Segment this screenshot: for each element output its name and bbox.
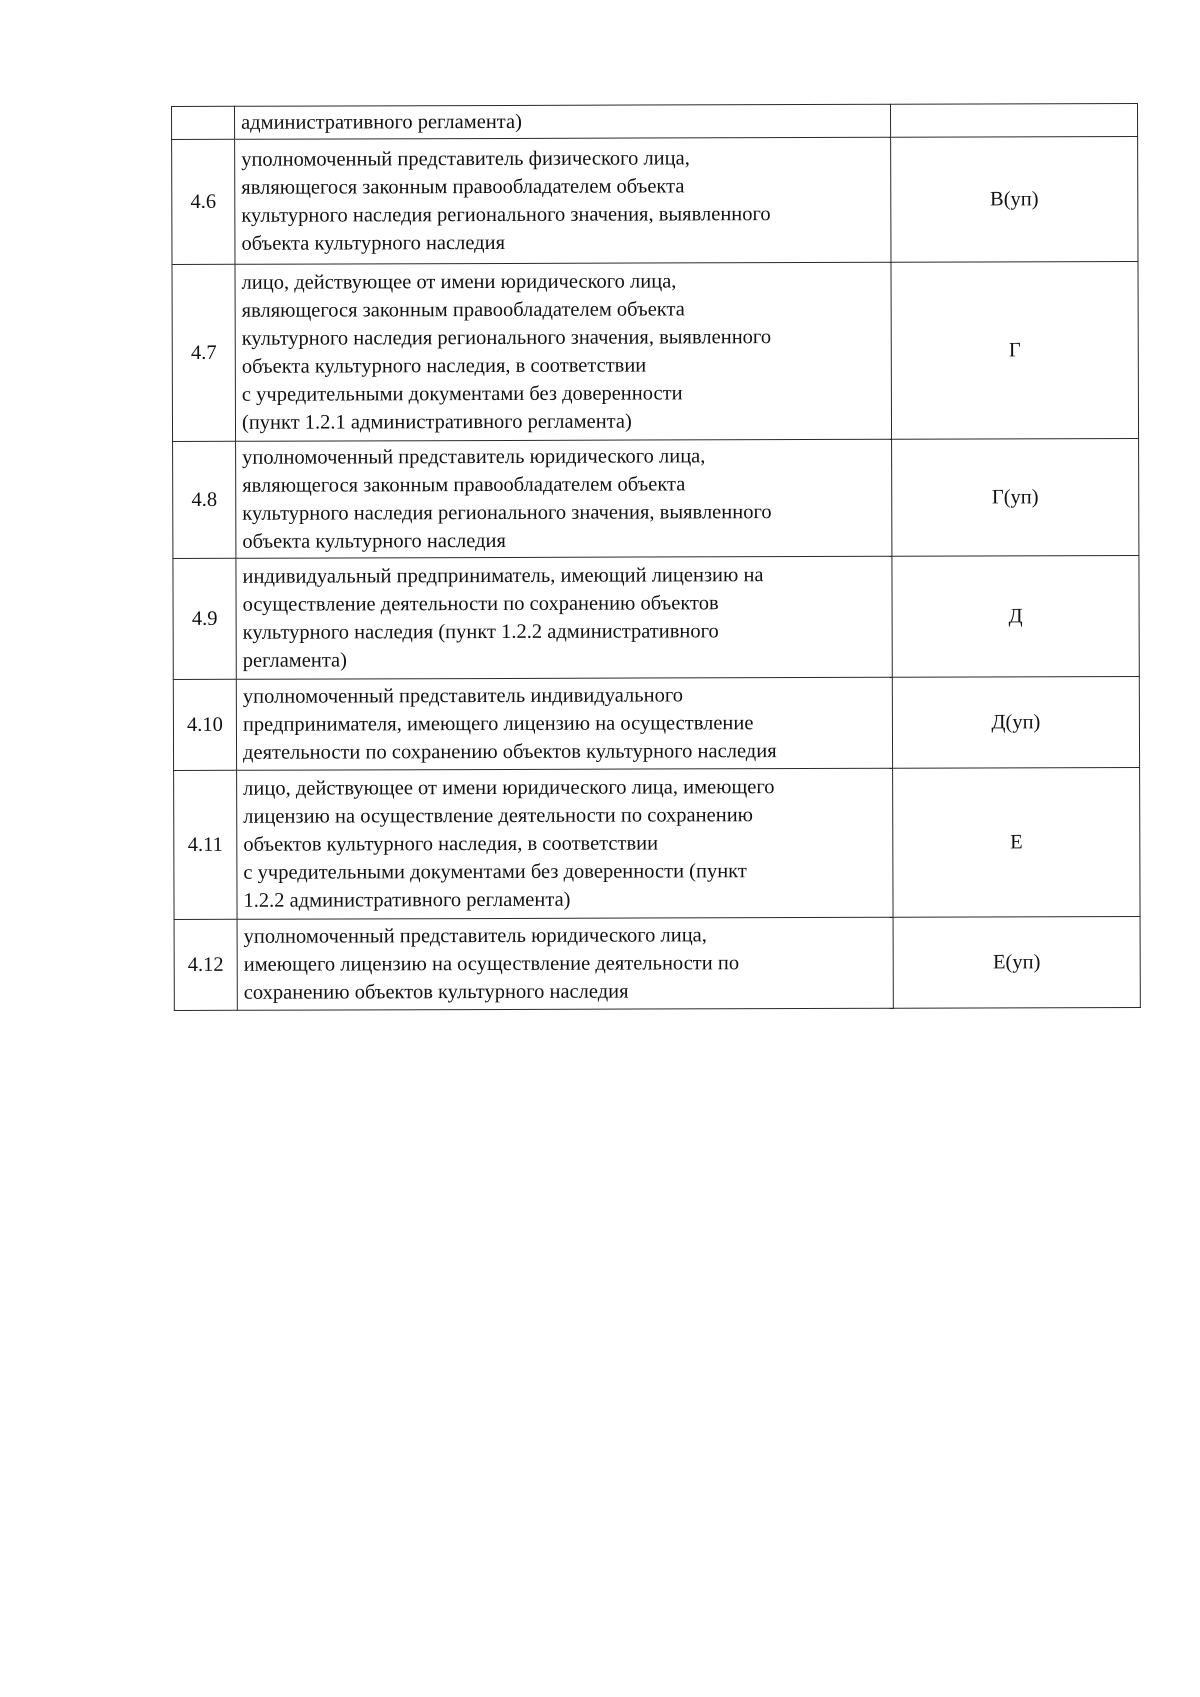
- row-number: 4.12: [174, 919, 237, 1010]
- row-description: уполномоченный представитель юридического лица, являющегося законным правообладателем объекта культурного наследия регионального значения, выявленного объекта культурного наследия: [236, 439, 892, 558]
- table-row-4-11: [174, 767, 1140, 919]
- table-row-4-6: [172, 136, 1138, 264]
- row-description: индивидуальный предприниматель, имеющий лицензию на осуществление деятельности по сохранению объектов культурного наследия (пункт 1.2.2 административного регламента): [236, 556, 892, 679]
- row-code: В(уп): [891, 136, 1138, 262]
- row-description: административного регламента): [235, 104, 891, 139]
- row-number: 4.7: [172, 264, 236, 441]
- row-number: 4.10: [173, 679, 236, 770]
- table-row-4-8: [173, 438, 1139, 558]
- row-number: 4.9: [173, 558, 236, 679]
- row-description: лицо, действующее от имени юридического лица, имеющего лицензию на осуществление деятельности по сохранению объектов культурного наследия, в соответствии с учредительными документами без доверенности (пункт 1.2.2 административного регламента): [237, 768, 893, 919]
- row-description: лицо, действующее от имени юридического лица, являющегося законным правообладателем объекта культурного наследия регионального значения, выявленного объекта культурного наследия, в соответствии с учредительными документами без доверенности (пункт 1.2.1 административного регламента): [235, 262, 892, 441]
- row-code: Д(уп): [892, 676, 1139, 768]
- row-code: Г: [891, 261, 1139, 439]
- applicant-category-table: [171, 103, 1141, 1011]
- table-row-continuation: [172, 103, 1138, 139]
- row-description: уполномоченный представитель индивидуального предпринимателя, имеющего лицензию на осуществление деятельности по сохранению объектов культурного наследия: [236, 677, 892, 770]
- row-description: уполномоченный представитель физического лица, являющегося законным правообладателем объекта культурного наследия регионального значения, выявленного объекта культурного наследия: [235, 137, 891, 264]
- row-number: 4.6: [172, 139, 235, 264]
- row-number: 4.11: [174, 770, 237, 919]
- row-number: 4.8: [173, 441, 236, 558]
- row-code: Г(уп): [892, 438, 1139, 556]
- row-number: [172, 106, 235, 139]
- table-row-4-7: [172, 261, 1139, 441]
- table-row-4-9: [173, 555, 1139, 679]
- row-description: уполномоченный представитель юридического лица, имеющего лицензию на осуществление деятельности по сохранению объектов культурного наследия: [237, 917, 893, 1010]
- row-code: Е(уп): [893, 916, 1140, 1008]
- row-code: Д: [892, 555, 1139, 677]
- row-code: [890, 103, 1137, 137]
- table-row-4-12: [174, 916, 1140, 1010]
- table-row-4-10: [173, 676, 1139, 770]
- row-code: Е: [893, 767, 1140, 917]
